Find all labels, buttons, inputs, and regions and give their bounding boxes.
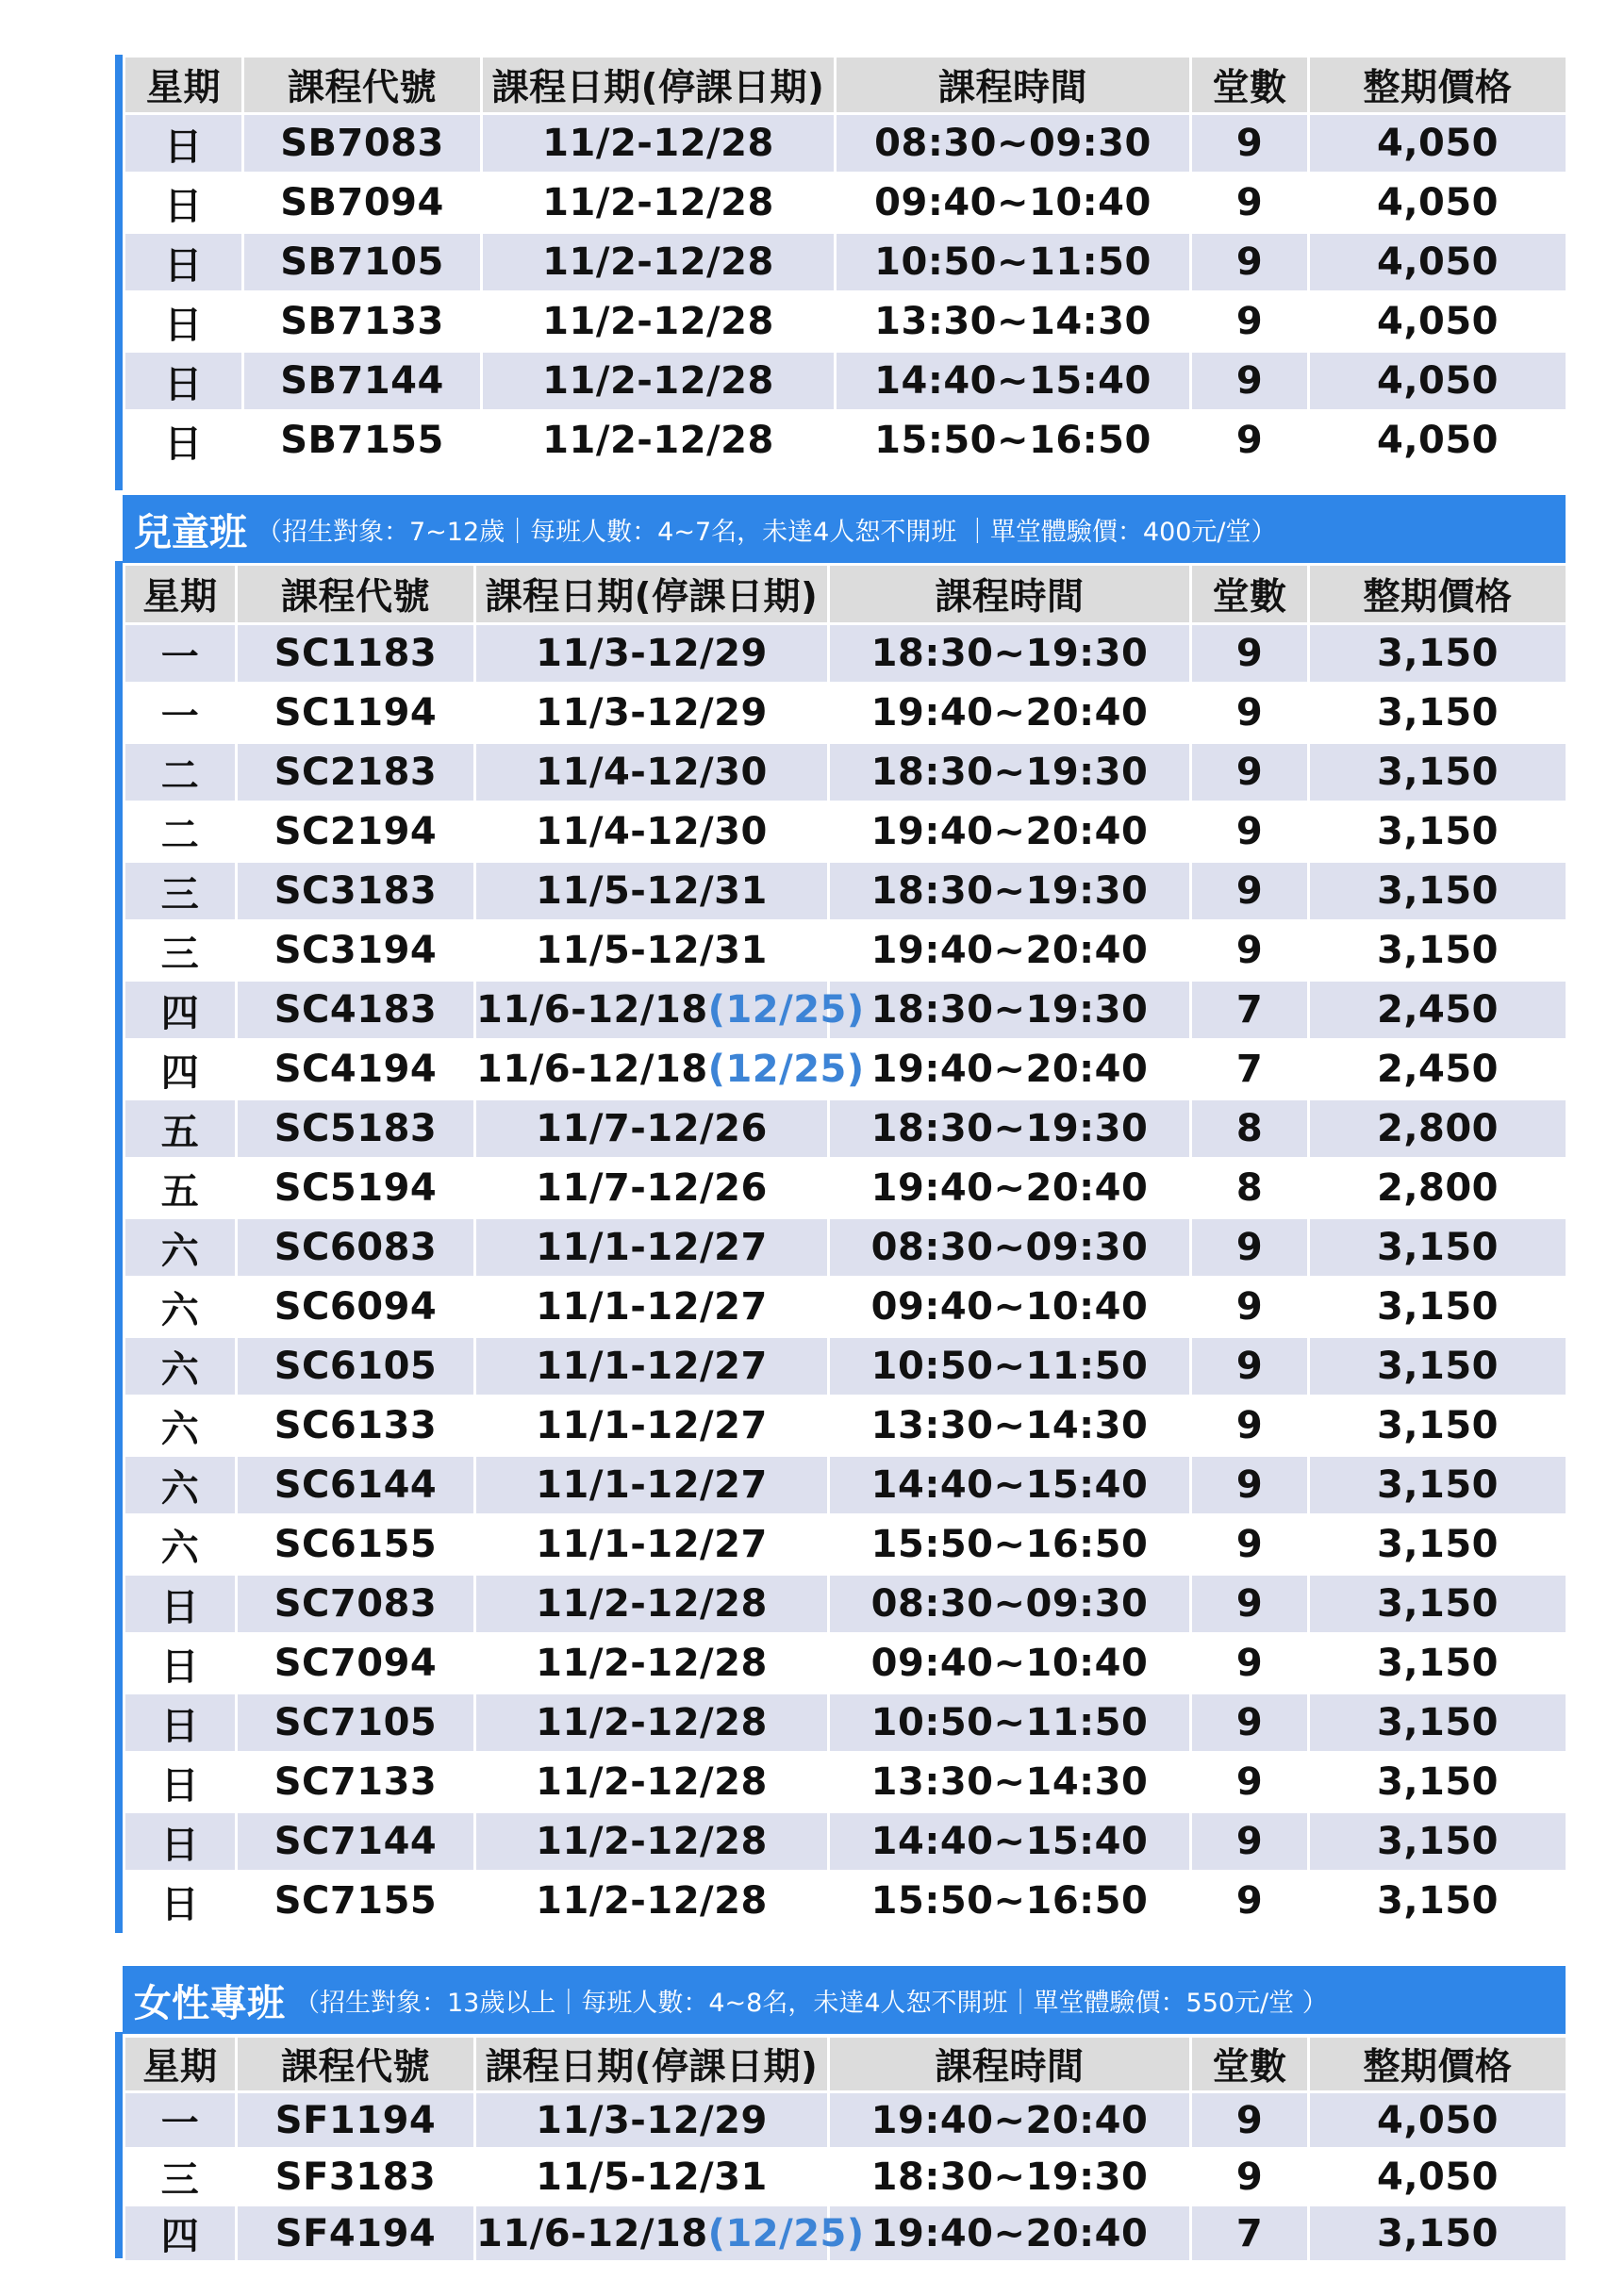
course-code-cell: SC5194 [238, 1160, 473, 1216]
weekday-cell: 日 [125, 1873, 235, 1929]
weekday-cell: 日 [125, 1813, 235, 1870]
course-date-cell [483, 293, 834, 350]
table-row [125, 293, 1566, 350]
session-count-cell: 9 [1192, 2093, 1307, 2147]
session-count-cell: 8 [1192, 1160, 1307, 1216]
date-range: 11/6-12/18 [476, 988, 708, 1032]
session-count-cell: 7 [1192, 1041, 1307, 1098]
column-header: 星期 [125, 2038, 235, 2090]
course-time-cell: 19:40~20:40 [830, 922, 1189, 979]
session-count-cell: 9 [1192, 1279, 1307, 1335]
weekday-cell: 四 [125, 982, 235, 1038]
table-row [125, 863, 1566, 919]
course-code-cell: SB7083 [244, 115, 480, 172]
course-time-cell: 15:50~16:50 [830, 1516, 1189, 1573]
course-code-cell: SC1194 [238, 685, 473, 741]
table-row [125, 1754, 1566, 1810]
course-time-cell: 19:40~20:40 [830, 1160, 1189, 1216]
table-row [125, 1516, 1566, 1573]
course-code-cell: SC7094 [238, 1635, 473, 1692]
course-date-cell [476, 1635, 827, 1692]
section-title: 兒童班 [134, 510, 247, 554]
course-code-cell: SB7144 [244, 353, 480, 409]
course-code-cell: SC6105 [238, 1338, 473, 1395]
course-date-cell [476, 1160, 827, 1216]
table-row [125, 744, 1566, 801]
date-range: 11/3-12/29 [536, 2098, 768, 2142]
course-time-cell: 09:40~10:40 [830, 1279, 1189, 1335]
session-count-cell: 8 [1192, 1100, 1307, 1157]
course-date-cell [483, 234, 834, 290]
course-code-cell: SC7144 [238, 1813, 473, 1870]
price-cell: 4,050 [1310, 353, 1566, 409]
table-header-row [125, 566, 1566, 622]
course-date-cell [476, 922, 827, 979]
column-header: 課程代號 [238, 566, 473, 622]
course-code-cell: SC6094 [238, 1279, 473, 1335]
suspended-date: (12/25) [707, 1048, 865, 1091]
section-title: 女性專班 [134, 1981, 285, 2025]
course-time-cell: 10:50~11:50 [830, 1694, 1189, 1751]
table-row [125, 412, 1566, 469]
course-time-cell: 19:40~20:40 [830, 2093, 1189, 2147]
table-header-row [125, 58, 1566, 112]
price-cell: 3,150 [1310, 1635, 1566, 1692]
column-header: 課程時間 [830, 566, 1189, 622]
course-code-cell: SF1194 [238, 2093, 473, 2147]
column-header: 堂數 [1192, 566, 1307, 622]
date-range: 11/5-12/31 [536, 2155, 768, 2199]
section-banner-women [123, 1966, 1566, 2034]
session-count-cell: 9 [1192, 1813, 1307, 1870]
date-range: 11/4-12/30 [536, 810, 768, 853]
course-code-cell: SC7133 [238, 1754, 473, 1810]
date-range: 11/1-12/27 [536, 1463, 768, 1507]
course-code-cell: SC3194 [238, 922, 473, 979]
date-range: 11/2-12/28 [542, 359, 774, 403]
weekday-cell: 五 [125, 1160, 235, 1216]
session-count-cell: 9 [1192, 1873, 1307, 1929]
price-cell: 3,150 [1310, 922, 1566, 979]
course-code-cell: SC2183 [238, 744, 473, 801]
price-cell: 4,050 [1310, 234, 1566, 290]
course-time-cell: 18:30~19:30 [830, 625, 1189, 682]
section-top [123, 55, 1566, 471]
price-cell: 4,050 [1310, 293, 1566, 350]
course-date-cell [476, 1219, 827, 1276]
course-code-cell: SC3183 [238, 863, 473, 919]
course-time-cell: 15:50~16:50 [837, 412, 1189, 469]
course-code-cell: SC6155 [238, 1516, 473, 1573]
column-header: 整期價格 [1310, 58, 1566, 112]
price-cell: 3,150 [1310, 1576, 1566, 1632]
session-count-cell: 9 [1192, 353, 1307, 409]
course-time-cell: 18:30~19:30 [830, 744, 1189, 801]
column-header: 整期價格 [1310, 2038, 1566, 2090]
course-code-cell: SC7155 [238, 1873, 473, 1929]
column-header: 課程時間 [830, 2038, 1189, 2090]
weekday-cell: 三 [125, 922, 235, 979]
schedule-table-top [123, 55, 1568, 471]
course-code-cell: SC5183 [238, 1100, 473, 1157]
course-date-cell [476, 2206, 865, 2260]
session-count-cell: 9 [1192, 412, 1307, 469]
course-time-cell: 14:40~15:40 [837, 353, 1189, 409]
course-date-cell [476, 1873, 827, 1929]
section-detail: （招生對象：7~12歲｜每班人數：4~7名，未達4人恕不開班 ｜單堂體驗價：400元/堂） [257, 517, 1277, 547]
session-count-cell: 9 [1192, 1219, 1307, 1276]
table-row [125, 1576, 1566, 1632]
table-row [125, 1397, 1566, 1454]
session-count-cell: 9 [1192, 1694, 1307, 1751]
weekday-cell: 日 [125, 174, 241, 231]
course-date-cell [476, 1279, 827, 1335]
weekday-cell: 六 [125, 1516, 235, 1573]
course-time-cell: 19:40~20:40 [830, 1041, 1189, 1098]
date-range: 11/2-12/28 [536, 1701, 768, 1744]
weekday-cell: 日 [125, 115, 241, 172]
date-range: 11/2-12/28 [542, 240, 774, 284]
course-code-cell: SB7094 [244, 174, 480, 231]
date-range: 11/2-12/28 [536, 1820, 768, 1863]
weekday-cell: 三 [125, 863, 235, 919]
suspended-date: (12/25) [707, 988, 865, 1032]
column-header: 堂數 [1192, 2038, 1307, 2090]
date-range: 11/2-12/28 [542, 300, 774, 343]
course-date-cell [476, 1813, 827, 1870]
course-date-cell [476, 1516, 827, 1573]
table-row [125, 803, 1566, 860]
course-code-cell: SB7133 [244, 293, 480, 350]
column-header: 課程日期(停課日期) [476, 2038, 827, 2090]
price-cell: 3,150 [1310, 1279, 1566, 1335]
course-code-cell: SC1183 [238, 625, 473, 682]
course-code-cell: SC4183 [238, 982, 473, 1038]
course-time-cell: 19:40~20:40 [830, 803, 1189, 860]
date-range: 11/7-12/26 [536, 1107, 768, 1150]
date-range: 11/7-12/26 [536, 1166, 768, 1210]
price-cell: 3,150 [1310, 1457, 1566, 1513]
price-cell: 2,450 [1310, 1041, 1566, 1098]
date-range: 11/3-12/29 [536, 632, 768, 675]
session-count-cell: 9 [1192, 685, 1307, 741]
price-cell: 4,050 [1310, 115, 1566, 172]
session-count-cell: 9 [1192, 1754, 1307, 1810]
price-cell: 3,150 [1310, 1338, 1566, 1395]
weekday-cell: 六 [125, 1219, 235, 1276]
schedule-table-children [123, 563, 1568, 1932]
date-range: 11/1-12/27 [536, 1226, 768, 1269]
course-date-cell [476, 1041, 865, 1098]
date-range: 11/6-12/18 [476, 2211, 708, 2255]
session-count-cell: 9 [1192, 803, 1307, 860]
weekday-cell: 一 [125, 625, 235, 682]
section-banner-children [123, 495, 1566, 563]
course-time-cell: 18:30~19:30 [830, 1100, 1189, 1157]
course-date-cell [476, 625, 827, 682]
table-header-row [125, 2038, 1566, 2090]
column-header: 星期 [125, 566, 235, 622]
course-date-cell [476, 863, 827, 919]
course-date-cell [476, 1694, 827, 1751]
date-range: 11/1-12/27 [536, 1404, 768, 1447]
left-accent-bar-top [115, 55, 123, 490]
date-range: 11/2-12/28 [536, 1760, 768, 1804]
course-time-cell: 13:30~14:30 [830, 1754, 1189, 1810]
weekday-cell: 二 [125, 744, 235, 801]
course-time-cell: 09:40~10:40 [837, 174, 1189, 231]
course-date-cell [476, 982, 865, 1038]
session-count-cell: 7 [1192, 982, 1307, 1038]
session-count-cell: 9 [1192, 744, 1307, 801]
weekday-cell: 一 [125, 2093, 235, 2147]
course-code-cell: SF3183 [238, 2150, 473, 2204]
weekday-cell: 日 [125, 1635, 235, 1692]
date-range: 11/2-12/28 [542, 181, 774, 224]
weekday-cell: 日 [125, 293, 241, 350]
course-code-cell: SC6144 [238, 1457, 473, 1513]
price-cell: 3,150 [1310, 1397, 1566, 1454]
table-row [125, 174, 1566, 231]
session-count-cell: 9 [1192, 174, 1307, 231]
table-row [125, 1694, 1566, 1751]
date-range: 11/2-12/28 [536, 1642, 768, 1685]
price-cell: 3,150 [1310, 625, 1566, 682]
table-row [125, 2150, 1566, 2204]
table-row [125, 234, 1566, 290]
course-time-cell: 15:50~16:50 [830, 1873, 1189, 1929]
table-row [125, 625, 1566, 682]
table-row [125, 2206, 1566, 2260]
weekday-cell: 日 [125, 1694, 235, 1751]
table-row [125, 1457, 1566, 1513]
price-cell: 4,050 [1310, 174, 1566, 231]
date-range: 11/5-12/31 [536, 929, 768, 972]
table-row [125, 685, 1566, 741]
course-date-cell [483, 115, 834, 172]
course-code-cell: SB7155 [244, 412, 480, 469]
weekday-cell: 日 [125, 1754, 235, 1810]
table-row [125, 115, 1566, 172]
course-code-cell: SF4194 [238, 2206, 473, 2260]
table-row [125, 1041, 1566, 1098]
session-count-cell: 9 [1192, 922, 1307, 979]
price-cell: 3,150 [1310, 1219, 1566, 1276]
course-date-cell [476, 803, 827, 860]
price-cell: 3,150 [1310, 1873, 1566, 1929]
session-count-cell: 9 [1192, 293, 1307, 350]
course-date-cell [476, 1338, 827, 1395]
price-cell: 3,150 [1310, 863, 1566, 919]
weekday-cell: 日 [125, 353, 241, 409]
price-cell: 3,150 [1310, 2206, 1566, 2260]
weekday-cell: 六 [125, 1279, 235, 1335]
suspended-date: (12/25) [707, 2211, 865, 2255]
weekday-cell: 日 [125, 234, 241, 290]
session-count-cell: 9 [1192, 115, 1307, 172]
date-range: 11/3-12/29 [536, 691, 768, 735]
session-count-cell: 9 [1192, 1635, 1307, 1692]
course-code-cell: SC4194 [238, 1041, 473, 1098]
price-cell: 3,150 [1310, 1813, 1566, 1870]
course-code-cell: SC2194 [238, 803, 473, 860]
schedule-table-women [123, 2035, 1568, 2263]
course-date-cell [476, 685, 827, 741]
session-count-cell: 9 [1192, 1338, 1307, 1395]
weekday-cell: 二 [125, 803, 235, 860]
column-header: 課程代號 [244, 58, 480, 112]
price-cell: 3,150 [1310, 803, 1566, 860]
date-range: 11/2-12/28 [542, 419, 774, 462]
column-header: 課程日期(停課日期) [476, 566, 827, 622]
table-row [125, 2093, 1566, 2147]
left-accent-bar-children [115, 561, 123, 1933]
weekday-cell: 六 [125, 1397, 235, 1454]
column-header: 整期價格 [1310, 566, 1566, 622]
table-row [125, 922, 1566, 979]
course-time-cell: 13:30~14:30 [837, 293, 1189, 350]
course-date-cell [476, 1754, 827, 1810]
course-code-cell: SC6133 [238, 1397, 473, 1454]
table-row [125, 1100, 1566, 1157]
price-cell: 3,150 [1310, 744, 1566, 801]
session-count-cell: 7 [1192, 2206, 1307, 2260]
weekday-cell: 五 [125, 1100, 235, 1157]
date-range: 11/2-12/28 [536, 1879, 768, 1923]
weekday-cell: 三 [125, 2150, 235, 2204]
date-range: 11/4-12/30 [536, 751, 768, 794]
table-row [125, 1813, 1566, 1870]
price-cell: 4,050 [1310, 2093, 1566, 2147]
course-date-cell [483, 353, 834, 409]
column-header: 課程時間 [837, 58, 1189, 112]
session-count-cell: 9 [1192, 863, 1307, 919]
course-time-cell: 08:30~09:30 [830, 1219, 1189, 1276]
session-count-cell: 9 [1192, 234, 1307, 290]
price-cell: 3,150 [1310, 1754, 1566, 1810]
date-range: 11/5-12/31 [536, 869, 768, 913]
course-date-cell [476, 2093, 827, 2147]
price-cell: 3,150 [1310, 685, 1566, 741]
table-row [125, 353, 1566, 409]
course-code-cell: SC6083 [238, 1219, 473, 1276]
date-range: 11/6-12/18 [476, 1048, 708, 1091]
course-time-cell: 18:30~19:30 [830, 863, 1189, 919]
course-time-cell: 14:40~15:40 [830, 1457, 1189, 1513]
session-count-cell: 9 [1192, 1576, 1307, 1632]
column-header: 課程日期(停課日期) [483, 58, 834, 112]
session-count-cell: 9 [1192, 1457, 1307, 1513]
price-cell: 4,050 [1310, 2150, 1566, 2204]
section-detail: （招生對象：13歲以上｜每班人數：4~8名，未達4人恕不開班｜單堂體驗價：550元/堂 ） [294, 1988, 1328, 2018]
course-time-cell: 18:30~19:30 [830, 2150, 1189, 2204]
course-time-cell: 18:30~19:30 [830, 982, 1189, 1038]
course-date-cell [476, 2150, 827, 2204]
course-time-cell: 19:40~20:40 [830, 2206, 1189, 2260]
table-row [125, 1338, 1566, 1395]
course-time-cell: 13:30~14:30 [830, 1397, 1189, 1454]
column-header: 課程代號 [238, 2038, 473, 2090]
date-range: 11/1-12/27 [536, 1345, 768, 1388]
price-cell: 2,450 [1310, 982, 1566, 1038]
date-range: 11/1-12/27 [536, 1285, 768, 1329]
course-code-cell: SC7083 [238, 1576, 473, 1632]
weekday-cell: 日 [125, 1576, 235, 1632]
section-women [123, 2035, 1566, 2263]
column-header: 堂數 [1192, 58, 1307, 112]
course-date-cell [476, 1457, 827, 1513]
course-time-cell: 10:50~11:50 [837, 234, 1189, 290]
price-cell: 4,050 [1310, 412, 1566, 469]
course-date-cell [476, 1100, 827, 1157]
course-code-cell: SC7105 [238, 1694, 473, 1751]
table-row [125, 1219, 1566, 1276]
weekday-cell: 六 [125, 1338, 235, 1395]
date-range: 11/2-12/28 [542, 122, 774, 165]
session-count-cell: 9 [1192, 1397, 1307, 1454]
course-time-cell: 08:30~09:30 [837, 115, 1189, 172]
date-range: 11/2-12/28 [536, 1582, 768, 1626]
price-cell: 3,150 [1310, 1516, 1566, 1573]
table-row [125, 1279, 1566, 1335]
table-row [125, 1160, 1566, 1216]
price-cell: 2,800 [1310, 1100, 1566, 1157]
course-time-cell: 14:40~15:40 [830, 1813, 1189, 1870]
course-date-cell [476, 744, 827, 801]
price-cell: 2,800 [1310, 1160, 1566, 1216]
course-time-cell: 09:40~10:40 [830, 1635, 1189, 1692]
course-date-cell [476, 1397, 827, 1454]
course-time-cell: 19:40~20:40 [830, 685, 1189, 741]
weekday-cell: 六 [125, 1457, 235, 1513]
course-date-cell [483, 174, 834, 231]
weekday-cell: 一 [125, 685, 235, 741]
left-accent-bar-women [115, 2032, 123, 2258]
course-time-cell: 10:50~11:50 [830, 1338, 1189, 1395]
session-count-cell: 9 [1192, 625, 1307, 682]
course-code-cell: SB7105 [244, 234, 480, 290]
table-row [125, 982, 1566, 1038]
weekday-cell: 四 [125, 1041, 235, 1098]
price-cell: 3,150 [1310, 1694, 1566, 1751]
weekday-cell: 四 [125, 2206, 235, 2260]
session-count-cell: 9 [1192, 1516, 1307, 1573]
section-children [123, 563, 1566, 1932]
weekday-cell: 日 [125, 412, 241, 469]
course-date-cell [483, 412, 834, 469]
date-range: 11/1-12/27 [536, 1523, 768, 1566]
session-count-cell: 9 [1192, 2150, 1307, 2204]
course-date-cell [476, 1576, 827, 1632]
course-time-cell: 08:30~09:30 [830, 1576, 1189, 1632]
table-row [125, 1635, 1566, 1692]
table-row [125, 1873, 1566, 1929]
column-header: 星期 [125, 58, 241, 112]
